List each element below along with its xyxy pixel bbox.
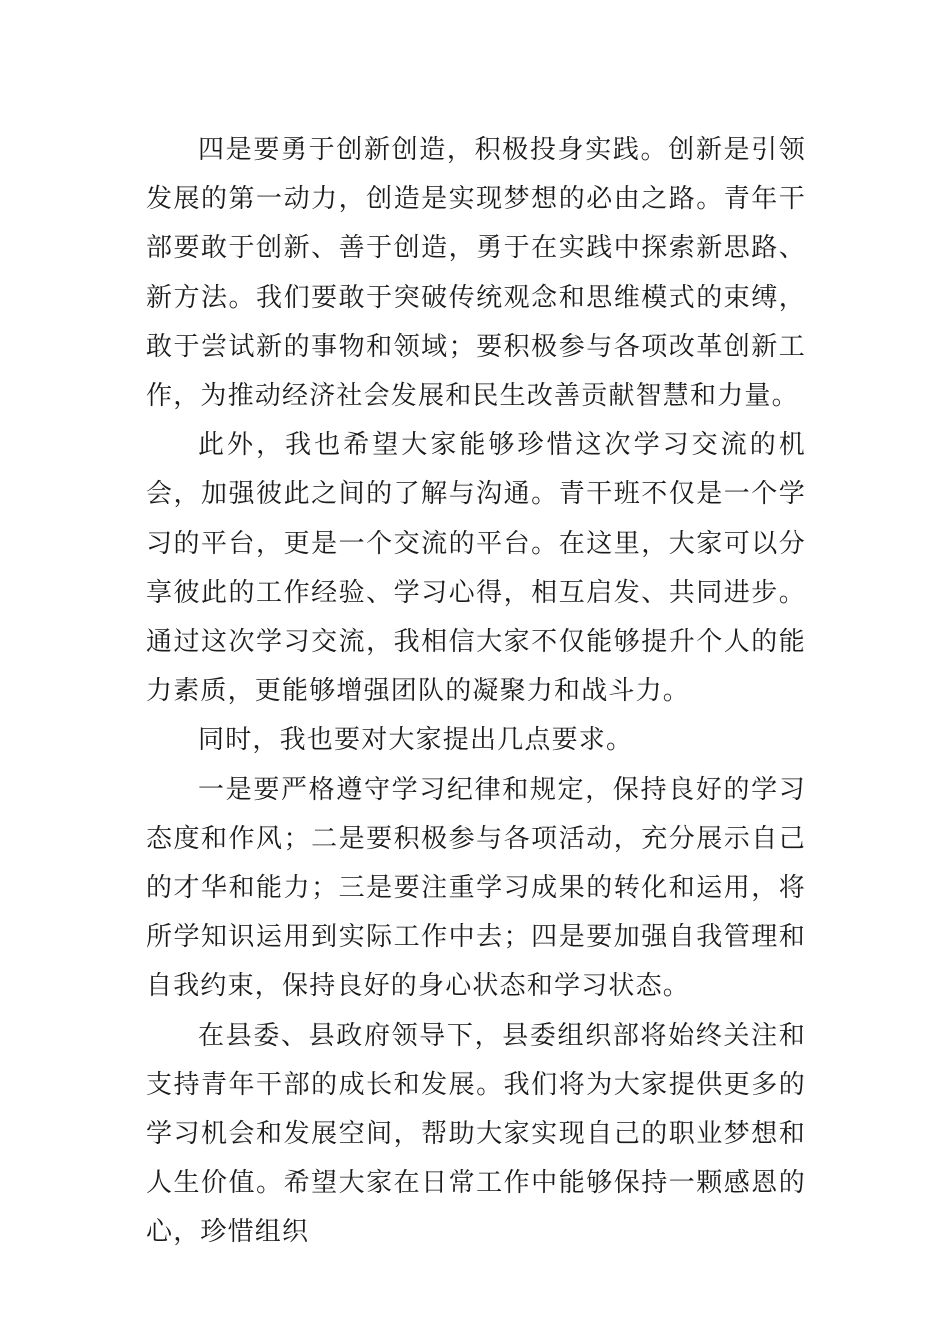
paragraph-innovation: 四是要勇于创新创造，积极投身实践。创新是引领发展的第一动力，创造是实现梦想的必由之路。青年干部要敢于创新、善于创造，勇于在实践中探索新思路、新方法。我们要敢于突破传统观念和思维模式的束缚，敢于尝试新的事物和领域；要积极参与各项改革创新工作，为推动经济社会发展和民生改善贡献智慧和力量。	[146, 135, 806, 412]
paragraph-support: 在县委、县政府领导下，县委组织部将始终关注和支持青年干部的成长和发展。我们将为大家提供更多的学习机会和发展空间，帮助大家实现自己的职业梦想和人生价值。希望大家在日常工作中能够保持一颗感恩的心，珍惜组织	[146, 1020, 806, 1248]
paragraph-requirements-intro: 同时，我也要对大家提出几点要求。	[198, 725, 634, 756]
paragraph-requirements-list: 一是要严格遵守学习纪律和规定，保持良好的学习态度和作风；二是要积极参与各项活动，充分展示自己的才华和能力；三是要注重学习成果的转化和运用，将所学知识运用到实际工作中去；四是要加强自我管理和自我约束，保持良好的身心状态和学习状态。	[146, 774, 806, 1002]
paragraph-exchange: 此外，我也希望大家能够珍惜这次学习交流的机会，加强彼此之间的了解与沟通。青干班不仅是一个学习的平台，更是一个交流的平台。在这里，大家可以分享彼此的工作经验、学习心得，相互启发、共同进步。通过这次学习交流，我相信大家不仅能够提升个人的能力素质，更能够增强团队的凝聚力和战斗力。	[146, 430, 806, 707]
document-body	[146, 126, 806, 1258]
